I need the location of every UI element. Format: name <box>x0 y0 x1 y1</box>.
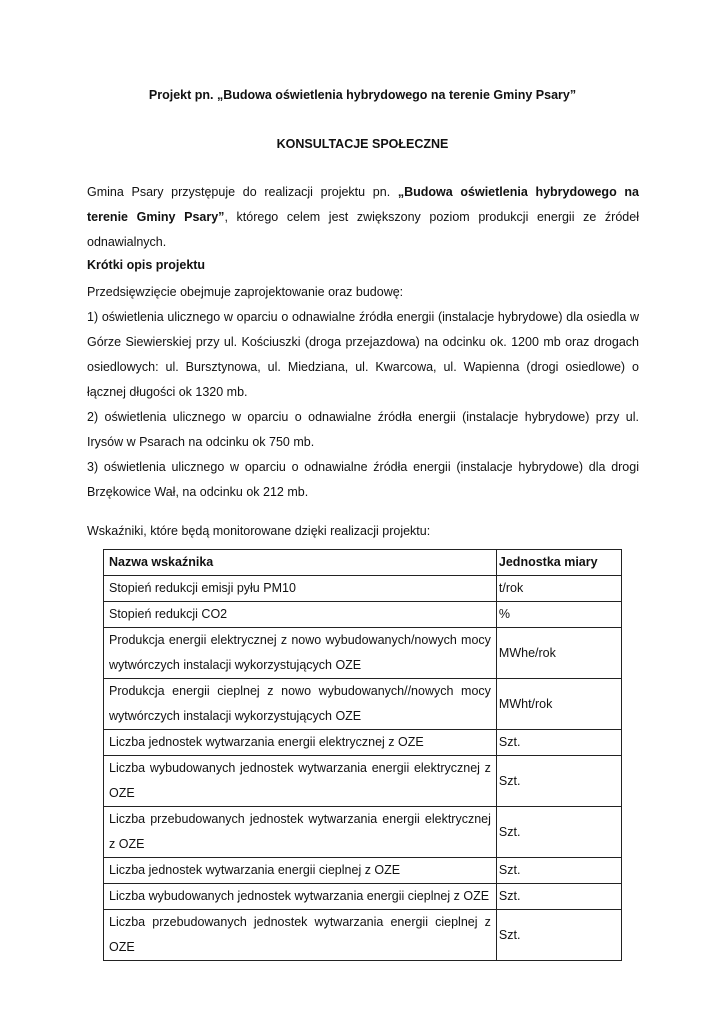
description-item-1: 1) oświetlenia ulicznego w oparciu o odnawialne źródła energii (instalacje hybrydowe) dla osiedla w Górze Siewierskiej przy ul. Kościuszki (droga przejazdowa) na odcinku ok. 1200 mb oraz drogach osiedlowych: ul. Bursztynowa, ul. Miedziana, ul. Kwarcowa, ul. Wapienna (drogi osiedlowe) o łącznej długości ok 1320 mb. <box>87 310 639 399</box>
indicator-name: Liczba przebudowanych jednostek wytwarzania energii cieplnej z OZE <box>104 910 497 961</box>
table-row <box>104 628 622 679</box>
indicator-name: Produkcja energii elektrycznej z nowo wybudowanych/nowych mocy wytwórczych instalacji wykorzystujących OZE <box>104 628 497 679</box>
header-unit: Jednostka miary <box>496 550 621 576</box>
table-row <box>104 756 622 807</box>
section-heading-description: Krótki opis projektu <box>87 258 206 272</box>
indicator-name: Liczba wybudowanych jednostek wytwarzania energii cieplnej z OZE <box>104 884 497 910</box>
indicator-unit: Szt. <box>496 884 621 910</box>
table-header-row <box>104 550 622 576</box>
table-row <box>104 807 622 858</box>
indicator-unit: t/rok <box>496 576 621 602</box>
description-item-2: 2) oświetlenia ulicznego w oparciu o odnawialne źródła energii (instalacje hybrydowe) przy ul. Irysów w Psarach na odcinku ok 750 mb. <box>87 410 639 449</box>
table-row <box>104 910 622 961</box>
description-lead: Przedsięwzięcie obejmuje zaprojektowanie oraz budowę: <box>87 285 404 299</box>
header-indicator-name: Nazwa wskaźnika <box>104 550 497 576</box>
document-title: Projekt pn. „Budowa oświetlenia hybrydowego na terenie Gminy Psary” <box>148 88 577 102</box>
indicator-name: Liczba wybudowanych jednostek wytwarzania energii elektrycznej z OZE <box>104 756 497 807</box>
table-row <box>104 679 622 730</box>
table-row <box>104 858 622 884</box>
description-item-3: 3) oświetlenia ulicznego w oparciu o odnawialne źródła energii (instalacje hybrydowe) dla drogi Brzękowice Wał, na odcinku ok 212 mb. <box>87 460 639 499</box>
description-block <box>87 280 639 505</box>
indicator-name: Liczba jednostek wytwarzania energii cieplnej z OZE <box>104 858 497 884</box>
indicator-unit: % <box>496 602 621 628</box>
indicator-name: Produkcja energii cieplnej z nowo wybudowanych//nowych mocy wytwórczych instalacji wykorzystujących OZE <box>104 679 497 730</box>
indicators-intro: Wskaźniki, które będą monitorowane dzięki realizacji projektu: <box>87 524 431 538</box>
intro-text-part1: Gmina Psary przystępuje do realizacji projektu pn. <box>87 185 398 199</box>
indicator-unit: Szt. <box>496 756 621 807</box>
table-row <box>104 602 622 628</box>
project-name: „Budowa oświetlenia hybrydowego na terenie Gminy Psary” <box>87 185 639 224</box>
table-row <box>104 884 622 910</box>
indicator-name: Stopień redukcji emisji pyłu PM10 <box>104 576 497 602</box>
indicator-unit: MWhe/rok <box>496 628 621 679</box>
indicator-name: Liczba jednostek wytwarzania energii elektrycznej z OZE <box>104 730 497 756</box>
indicator-unit: Szt. <box>496 730 621 756</box>
indicator-unit: Szt. <box>496 858 621 884</box>
indicator-unit: Szt. <box>496 910 621 961</box>
intro-paragraph <box>87 180 639 255</box>
indicator-name: Liczba przebudowanych jednostek wytwarzania energii elektrycznej z OZE <box>104 807 497 858</box>
indicator-unit: Szt. <box>496 807 621 858</box>
document-subtitle: KONSULTACJE SPOŁECZNE <box>276 137 449 151</box>
indicator-name: Stopień redukcji CO2 <box>104 602 497 628</box>
indicators-table <box>103 549 622 961</box>
table-row <box>104 576 622 602</box>
table-row <box>104 730 622 756</box>
intro-text-part2: , którego celem jest zwiększony poziom produkcji energii ze źródeł odnawialnych. <box>87 210 639 249</box>
indicator-unit: MWht/rok <box>496 679 621 730</box>
